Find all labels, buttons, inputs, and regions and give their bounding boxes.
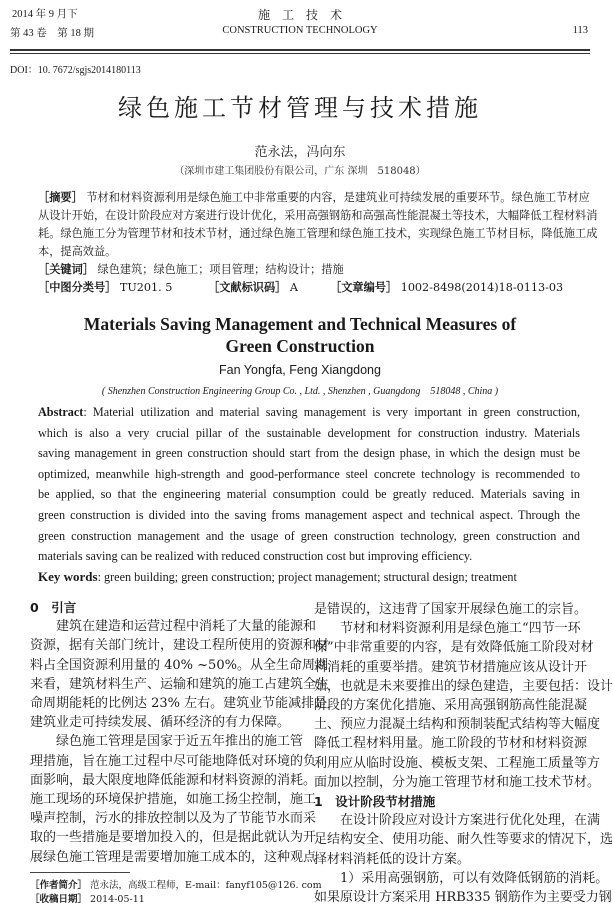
clc-label: ［中图分类号］ — [38, 281, 117, 294]
abstract-en-label: Abstract — [38, 405, 84, 419]
section-heading-1: 1 设计阶段节材措施 — [314, 794, 436, 810]
paragraph-line: 保”中非常重要的内容，是有效降低施工阶段对材 — [314, 640, 594, 656]
received-date-value: 2014-05-11 — [87, 894, 145, 905]
keywords-cn-value: 绿色建筑；绿色施工；项目管理；结构设计；措施 — [93, 263, 344, 276]
section-heading-0: 0 引言 — [30, 600, 77, 615]
affiliation-en: ( Shenzhen Construction Engineering Group Co. , Ltd. , Shenzhen , Guangdong 518048 , China ) — [101, 386, 499, 397]
abstract-cn-line: 本，提高效益。 — [38, 245, 117, 258]
paragraph-line: 阶段的方案优化措施、采用高强钢筋高性能混凝 — [314, 698, 588, 714]
page-number: 113 — [572, 25, 588, 36]
paragraph-line: 建筑在建造和运营过程中消耗了大量的能源和 — [56, 619, 317, 635]
paragraph-line: 噪声控制，污水的排放控制以及为了节能节水而采 — [30, 811, 317, 827]
authors-cn: 范永法，冯向东 — [254, 145, 346, 160]
issue-date: 2014 年 9 月下 — [12, 9, 78, 20]
paragraph-line: 土、预应力混凝土结构和预制装配式结构等大幅度 — [314, 717, 601, 733]
abstract-en-line: saving management in green construction should start from the design phase, in which the design must be — [38, 446, 580, 461]
affiliation-cn: （深圳市建工集团股份有限公司，广东 深圳 518048） — [174, 166, 426, 177]
paragraph — [314, 811, 613, 869]
keywords-cn-label: ［关键词］ — [38, 263, 94, 276]
authors-en: Fan Yongfa, Feng Xiangdong — [219, 363, 381, 377]
title-en-line: Green Construction — [225, 336, 375, 356]
keywords-en-value: : green building; green construction; project management; structural design; treatment — [97, 569, 517, 584]
article-no-value: 1002-8498(2014)18-0113-03 — [397, 281, 564, 294]
abstract-en — [38, 402, 580, 587]
keywords-cn — [38, 261, 578, 279]
paragraph-line: 始，也就是未来要推出的绿色建造，主要包括：设计 — [314, 678, 613, 694]
paragraph — [30, 732, 317, 866]
paragraph-line: 施工现场的环境保护措施，如施工扬尘控制，施工 — [30, 792, 317, 808]
paragraph-line: 料消耗的重要举措。建筑节材措施应该从设计开 — [314, 659, 588, 675]
paragraph-line: 节材和材料资源利用是绿色施工“四节一环 — [340, 621, 581, 637]
paragraph-line: 足结构安全、使用功能、耐久性等要求的情况下，选 — [314, 832, 613, 848]
paragraph — [30, 617, 330, 732]
abstract-cn — [38, 189, 598, 297]
abstract-en-line: materials saving can be realized with reduced construction cost but improving efficiency. — [38, 549, 473, 564]
paragraph-line: 是错误的，这违背了国家开展绿色施工的宗旨。 — [314, 602, 588, 617]
header-rule-thin — [10, 53, 590, 54]
footnote-rule — [30, 872, 130, 873]
paragraph-line: 展绿色施工管理是需要增加施工成本的，这种观点 — [30, 849, 317, 865]
keywords-en-label: Key words — [38, 568, 98, 584]
abstract-en-line: optimized, meanwhile high-strength and good-performance steel concrete technology is recommended to — [38, 466, 580, 481]
author-note-label: ［作者简介］ — [30, 880, 88, 891]
received-date — [30, 893, 145, 906]
paragraph-line: 来看，建筑材料生产、运输和建筑的施工占建筑全生 — [30, 676, 330, 692]
paragraph-line: 理措施，旨在施工过程中尽可能地降低对环境的负 — [30, 753, 317, 769]
author-note — [30, 879, 322, 892]
doi: DOI：10. 7672/sgjs2014180113 — [10, 65, 141, 76]
classification-row — [38, 279, 578, 297]
paragraph-line: 资源，据有关部门统计，建设工程所使用的资源和材 — [30, 638, 330, 654]
paragraph-line: 绿色施工管理是国家于近五年推出的施工管 — [56, 734, 304, 750]
paragraph-line: 降低工程材料用量。施工阶段的节材和材料资源 — [314, 736, 588, 752]
header-rule — [10, 49, 590, 51]
paragraph-line: 择材料消耗低的设计方案。 — [314, 851, 471, 867]
paragraph-line: 建筑业走可持续发展、循环经济的有力保障。 — [30, 715, 291, 731]
abstract-cn-line: 耗。绿色施工分为管理节材和技术节材，通过绿色施工管理和绿色施工技术，实现绿色施工节材目标，降低施工成 — [38, 227, 598, 240]
doc-code-label: ［文献标识码］ — [208, 281, 287, 294]
doc-code-value: A — [286, 281, 298, 294]
body-right-column — [314, 600, 613, 907]
paragraph-line: 如果原设计方案采用 HRB335 钢筋作为主要受力钢 — [314, 890, 612, 906]
article-no-label: ［文章编号］ — [330, 281, 398, 294]
paragraph-line: 在设计阶段应对设计方案进行优化处理，在满 — [340, 813, 601, 829]
title-en-line: Materials Saving Management and Technical Measures of — [83, 314, 517, 334]
abstract-en-line: green construction is divided into the saving froms management aspect and technical aspect. Through the — [38, 507, 580, 522]
clc-value: TU201. 5 — [116, 281, 173, 294]
abstract-cn-label: ［摘要］ — [38, 191, 83, 204]
paragraph-line: 1）采用高强钢筋，可以有效降低钢筋的消耗。 — [340, 870, 609, 886]
paragraph — [314, 600, 588, 619]
abstract-cn-line: 节材和材料资源利用是绿色施工中非常重要的内容，是建筑业可持续发展的重要环节。绿色施工节材应 — [82, 191, 590, 204]
paragraph — [314, 869, 612, 907]
paragraph-line: 料占全国资源利用量的 40% ~50%。从全生命周期 — [30, 657, 328, 673]
journal-name-en: CONSTRUCTION TECHNOLOGY — [222, 25, 378, 36]
abstract-en-line: be applied, so that the engineering material consumption could be greatly reduced. Materials saving in — [38, 487, 580, 502]
author-note-value: 范永法，高级工程师，E-mail：fanyf105@126. com — [87, 880, 322, 891]
body-left-column — [30, 598, 330, 867]
paragraph — [314, 619, 613, 792]
paragraph-line: 面加以控制，分为施工管理节材和施工技术节材。 — [314, 774, 601, 790]
abstract-en-line: green construction management and the usage of green construction technology, green construction and — [38, 528, 580, 543]
abstract-en-line: which is also a very crucial pillar of the sustainable development for construction industry. Materials — [38, 425, 580, 440]
title-cn: 绿色施工节材管理与技术措施 — [118, 94, 482, 122]
abstract-cn-line: 从设计开始，在设计阶段应对方案进行设计优化，采用高强钢筋和高强高性能混凝土等技术，大幅降低工程材料消 — [38, 209, 598, 222]
paragraph-line: 面影响，最大限度地降低能源和材料资源的消耗。 — [30, 772, 317, 788]
paragraph-line: 取的一些措施是要增加投入的，但是据此就认为开 — [30, 830, 317, 846]
received-date-label: ［收稿日期］ — [30, 894, 88, 905]
title-en — [0, 313, 600, 357]
paragraph-line: 利用应从临时设施、模板支架、工程施工质量等方 — [314, 755, 601, 771]
abstract-en-line: : Material utilization and material saving management is very important in green construction, — [83, 405, 580, 419]
journal-name-cn: 施 工 技 术 — [257, 8, 342, 22]
paragraph-line: 命周期能耗的比例达 23% 左右。建筑业节能减排是 — [30, 696, 328, 712]
volume-issue: 第 43 卷 第 18 期 — [10, 28, 94, 39]
